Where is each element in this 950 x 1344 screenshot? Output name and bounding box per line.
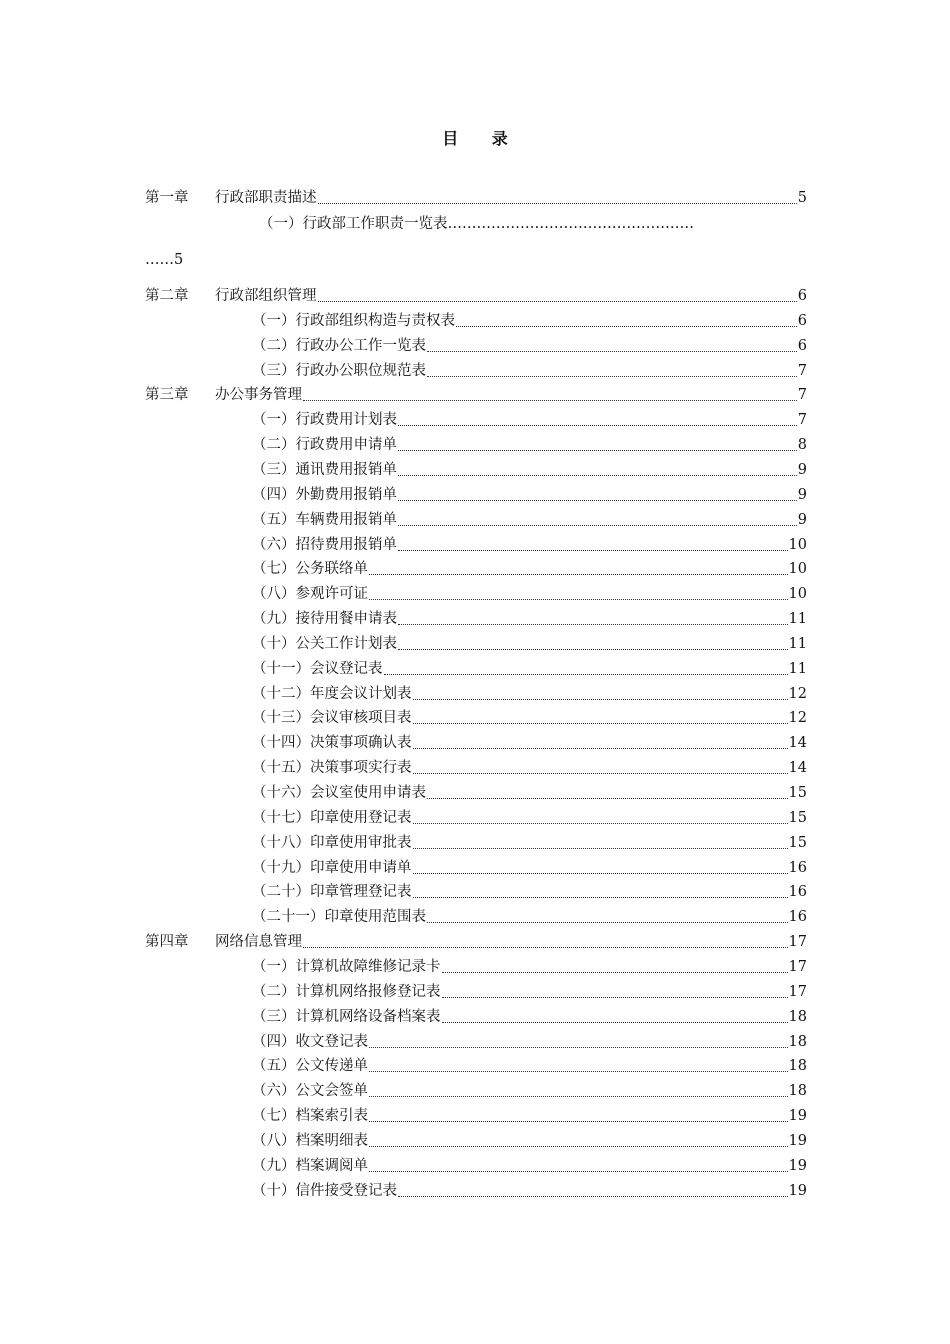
entry-label: （九）档案调阅单 [252, 1158, 368, 1174]
entry-label: （五）公文传递单 [252, 1058, 368, 1074]
page-number: 18 [788, 1034, 807, 1050]
entry-label: （九）接待用餐申请表 [252, 611, 397, 627]
toc-entry[interactable] [252, 1131, 807, 1151]
page-number: 10 [788, 537, 807, 553]
toc-entry[interactable] [252, 1181, 807, 1201]
entry-label: （十九）印章使用申请单 [252, 860, 412, 876]
leader-dots [413, 698, 788, 700]
entry-label: （二）计算机网络报修登记表 [252, 984, 441, 1000]
entry-label: （七）公务联络单 [252, 561, 368, 577]
toc-chapter-2[interactable] [145, 286, 807, 306]
page-number: 19 [788, 1158, 807, 1174]
page-number: 15 [788, 835, 807, 851]
leader-dots [427, 797, 788, 799]
toc-entry-wrapped[interactable] [259, 214, 807, 234]
entry-label: （八）参观许可证 [252, 586, 368, 602]
leader-dots [369, 573, 788, 575]
leader-dots-text: …………………………………………… [447, 216, 694, 232]
entry-label: （四）收文登记表 [252, 1034, 368, 1050]
leader-dots [369, 1170, 788, 1172]
entry-label: （十）信件接受登记表 [252, 1183, 397, 1199]
leader-dots [398, 499, 797, 501]
leader-dots [413, 896, 788, 898]
leader-dots [413, 747, 788, 749]
toc-entry[interactable] [252, 708, 807, 728]
entry-label: （十四）决策事项确认表 [252, 735, 412, 751]
leader-dots [413, 872, 788, 874]
entry-label: （一）行政费用计划表 [252, 412, 397, 428]
page-number: 11 [788, 661, 807, 677]
leader-dots [413, 772, 788, 774]
page-number: 15 [788, 810, 807, 826]
leader-dots [398, 623, 788, 625]
toc-entry[interactable] [252, 410, 807, 430]
entry-label: （四）外勤费用报销单 [252, 487, 397, 503]
leader-dots [369, 1095, 788, 1097]
page-number: 10 [788, 586, 807, 602]
toc-entry[interactable] [252, 336, 807, 356]
page-number: 9 [797, 462, 807, 478]
page-number: 7 [797, 412, 807, 428]
entry-label: （三）行政办公职位规范表 [252, 363, 426, 379]
leader-dots [318, 300, 797, 302]
leader-dots [369, 1120, 788, 1122]
entry-label: （六）公文会签单 [252, 1083, 368, 1099]
leader-dots [398, 1195, 788, 1197]
page-number: 18 [788, 1083, 807, 1099]
page-number: 10 [788, 561, 807, 577]
leader-dots [427, 350, 797, 352]
toc-entry[interactable] [252, 559, 807, 579]
page-number: 11 [788, 611, 807, 627]
toc-entry[interactable] [252, 535, 807, 555]
toc-entry[interactable] [252, 1106, 807, 1126]
toc-chapter-3[interactable] [145, 385, 807, 405]
page-number: 6 [797, 288, 807, 304]
entry-label: （十二）年度会议计划表 [252, 686, 412, 702]
toc-entry[interactable] [252, 485, 807, 505]
leader-dots [369, 598, 788, 600]
toc-entry[interactable] [252, 1032, 807, 1052]
toc-entry[interactable] [252, 659, 807, 679]
entry-label: （八）档案明细表 [252, 1133, 368, 1149]
entry-label: （一）行政部工作职责一览表 [259, 216, 448, 232]
toc-entry[interactable] [252, 510, 807, 530]
page-number: 5 [797, 190, 807, 206]
entry-label: （五）车辆费用报销单 [252, 512, 397, 528]
entry-label: （三）通讯费用报销单 [252, 462, 397, 478]
toc-entry[interactable] [252, 907, 807, 927]
page-number: 12 [788, 686, 807, 702]
toc-entry[interactable] [252, 758, 807, 778]
leader-dots [384, 673, 788, 675]
leader-dots [398, 449, 797, 451]
toc-entry[interactable] [252, 957, 807, 977]
leader-dots [398, 648, 788, 650]
page-number: 16 [788, 860, 807, 876]
toc-entry[interactable] [252, 882, 807, 902]
entry-label: （十一）会议登记表 [252, 661, 383, 677]
entry-label: （二）行政办公工作一览表 [252, 338, 426, 354]
leader-dots [318, 202, 797, 204]
page-number: 18 [788, 1009, 807, 1025]
entry-label: （三）计算机网络设备档案表 [252, 1009, 441, 1025]
toc-entry[interactable] [252, 684, 807, 704]
page-number: 16 [788, 909, 807, 925]
page-number: 15 [788, 785, 807, 801]
leader-dots [456, 325, 797, 327]
entry-label: （十八）印章使用审批表 [252, 835, 412, 851]
leader-dots [303, 399, 797, 401]
toc-chapter-4[interactable] [145, 932, 807, 952]
toc-entry[interactable] [252, 808, 807, 828]
toc-entry[interactable] [252, 435, 807, 455]
chapter-number: 第三章 [145, 387, 189, 403]
leader-dots [413, 722, 788, 724]
entry-label: （七）档案索引表 [252, 1108, 368, 1124]
entry-label: （十五）决策事项实行表 [252, 760, 412, 776]
leader-dots [398, 549, 788, 551]
page-number: 18 [788, 1058, 807, 1074]
leader-dots [369, 1046, 788, 1048]
leader-dots [398, 474, 797, 476]
chapter-number: 第四章 [145, 934, 189, 950]
leader-dots [398, 424, 797, 426]
leader-dots [398, 524, 797, 526]
page-number: 7 [797, 387, 807, 403]
entry-label: （六）招待费用报销单 [252, 537, 397, 553]
toc-entry[interactable] [252, 1081, 807, 1101]
page-number: 19 [788, 1133, 807, 1149]
leader-dots [427, 375, 797, 377]
toc-entry[interactable] [252, 858, 807, 878]
entry-label: （一）计算机故障维修记录卡 [252, 959, 441, 975]
entry-label: （十六）会议室使用申请表 [252, 785, 426, 801]
chapter-title: 行政部职责描述 [215, 190, 317, 206]
toc-entry[interactable] [252, 833, 807, 853]
leader-dots [442, 996, 788, 998]
chapter-title: 网络信息管理 [215, 934, 302, 950]
toc-title: 目 录 [442, 129, 522, 148]
toc-entry[interactable] [252, 460, 807, 480]
page-number: 6 [797, 313, 807, 329]
page-number: 14 [788, 735, 807, 751]
leader-dots [442, 971, 788, 973]
leader-dots [413, 822, 788, 824]
entry-label: （二十）印章管理登记表 [252, 884, 412, 900]
page-number: 12 [788, 710, 807, 726]
toc-entry[interactable] [252, 1056, 807, 1076]
page-number: 9 [797, 512, 807, 528]
toc-entry[interactable] [252, 609, 807, 629]
toc-chapter-1[interactable] [145, 188, 807, 208]
leader-dots [413, 847, 788, 849]
toc-entry[interactable] [252, 783, 807, 803]
toc-entry[interactable] [252, 1156, 807, 1176]
toc-entry[interactable] [252, 584, 807, 604]
page-number: 19 [788, 1108, 807, 1124]
entry-label: （十七）印章使用登记表 [252, 810, 412, 826]
entry-label: （二）行政费用申请单 [252, 437, 397, 453]
chapter-number: 第一章 [145, 190, 189, 206]
toc-entry[interactable] [252, 1007, 807, 1027]
entry-label: （十三）会议审核项目表 [252, 710, 412, 726]
chapter-number: 第二章 [145, 288, 189, 304]
toc-entry[interactable] [252, 982, 807, 1002]
leader-dots [369, 1145, 788, 1147]
leader-dots [442, 1021, 788, 1023]
toc-entry[interactable] [252, 361, 807, 381]
toc-entry[interactable] [252, 733, 807, 753]
page-number: 17 [788, 984, 807, 1000]
page-number: 7 [797, 363, 807, 379]
page-number: 11 [788, 636, 807, 652]
page-number: 16 [788, 884, 807, 900]
chapter-title: 行政部组织管理 [215, 288, 317, 304]
entry-label: （十）公关工作计划表 [252, 636, 397, 652]
entry-label: （一）行政部组织构造与责权表 [252, 313, 455, 329]
leader-dots [303, 946, 788, 948]
page-number: 17 [788, 959, 807, 975]
page-number: 14 [788, 760, 807, 776]
page-number: 19 [788, 1183, 807, 1199]
chapter-title: 办公事务管理 [215, 387, 302, 403]
toc-entry[interactable] [252, 634, 807, 654]
page-number: 6 [797, 338, 807, 354]
entry-label: （二十一）印章使用范围表 [252, 909, 426, 925]
page-number: 17 [788, 934, 807, 950]
page-number: 8 [797, 437, 807, 453]
leader-dots [369, 1070, 788, 1072]
toc-entry[interactable] [252, 311, 807, 331]
page-number: 9 [797, 487, 807, 503]
leader-dots [427, 921, 788, 923]
toc-entry-wrapped-continuation: ……5 [145, 252, 184, 268]
